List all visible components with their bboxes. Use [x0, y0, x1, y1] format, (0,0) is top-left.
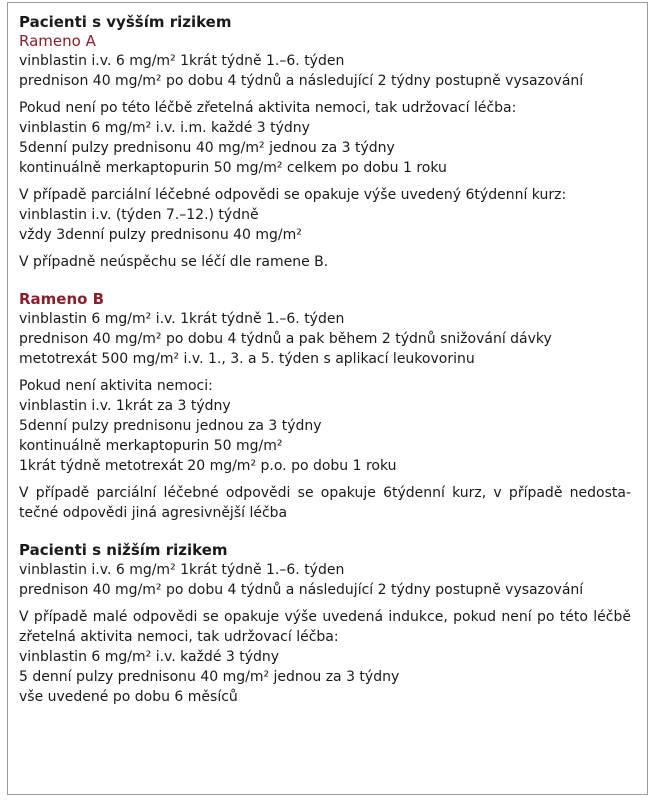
text-line: kontinuálně merkaptopurin 50 mg/m² celkem po dobu 1 roku [19, 160, 447, 176]
text-line: 5 denní pulzy prednisonu 40 mg/m² jednou za 3 týdny [19, 669, 400, 685]
arm-a-title: Rameno A [19, 32, 96, 50]
arm-a-block-4 [19, 252, 639, 272]
text-line: 5denní pulzy prednisonu jednou za 3 týdny [19, 418, 322, 434]
section-title-low-risk: Pacienti s nižším rizikem [19, 541, 228, 559]
treatment-protocol-box [7, 2, 648, 795]
arm-b-block-1 [19, 309, 639, 369]
text-line: vinblastin i.v. 1krát za 3 týdny [19, 398, 231, 414]
text-line: kontinuálně merkaptopurin 50 mg/m² [19, 438, 283, 454]
arm-b-block-2 [19, 376, 639, 476]
text-line: vždy 3denní pulzy prednisonu 40 mg/m² [19, 227, 302, 243]
low-risk-block-2 [19, 607, 639, 707]
text-line: vinblastin i.v. 6 mg/m² 1krát týdně 1.–6. týden [19, 562, 345, 578]
arm-a-block-2 [19, 98, 639, 178]
text-line: Pokud není po této léčbě zřetelná aktivita nemoci, tak udržovací léčba: [19, 100, 517, 116]
text-line: 1krát týdně metotrexát 20 mg/m² p.o. po dobu 1 roku [19, 458, 397, 474]
text-line: 5denní pulzy prednisonu 40 mg/m² jednou za 3 týdny [19, 140, 395, 156]
text-line: vinblastin i.v. 6 mg/m² 1krát týdně 1.–6. týden [19, 53, 345, 69]
low-risk-block-1 [19, 560, 639, 600]
arm-a-block-1 [19, 51, 639, 91]
text-line: metotrexát 500 mg/m² i.v. 1., 3. a 5. týden s aplikací leukovorinu [19, 351, 475, 367]
text-line: vinblastin 6 mg/m² i.v. i.m. každé 3 týdny [19, 120, 310, 136]
arm-b-block-3: V případě parciální léčebné odpovědi se opakuje 6týdenní kurz, v případě nedosta-tečné odpovědi jiná agresivnější léčba [19, 485, 631, 521]
text-line: vinblastin 6 mg/m² i.v. každé 3 týdny [19, 649, 280, 665]
text-line: prednison 40 mg/m² po dobu 4 týdnů a pak během 2 týdnů snižování dávky [19, 331, 552, 347]
text-line: prednison 40 mg/m² po dobu 4 týdnů a následující 2 týdny postupně vysazování [19, 582, 584, 598]
text-line: Pokud není aktivita nemoci: [19, 378, 213, 394]
section-title-high-risk: Pacienti s vyšším rizikem [19, 13, 232, 31]
text-line: V případě parciální léčebné odpovědi se opakuje výše uvedený 6týdenní kurz: [19, 187, 567, 203]
arm-a-block-3 [19, 185, 639, 245]
text-line: vinblastin i.v. (týden 7.–12.) týdně [19, 207, 259, 223]
text-line: V případně neúspěchu se léčí dle ramene B. [19, 254, 329, 270]
arm-b-title: Rameno B [19, 290, 105, 308]
text-line: prednison 40 mg/m² po dobu 4 týdnů a následující 2 týdny postupně vysazování [19, 73, 584, 89]
text-line: vše uvedené po dobu 6 měsíců [19, 689, 238, 705]
text-line: vinblastin 6 mg/m² i.v. 1krát týdně 1.–6. týden [19, 311, 345, 327]
text-paragraph: V případě malé odpovědi se opakuje výše uvedená indukce, pokud není po této léčbě zřetelná aktivita nemoci, tak udržovací léčba: [19, 609, 631, 645]
